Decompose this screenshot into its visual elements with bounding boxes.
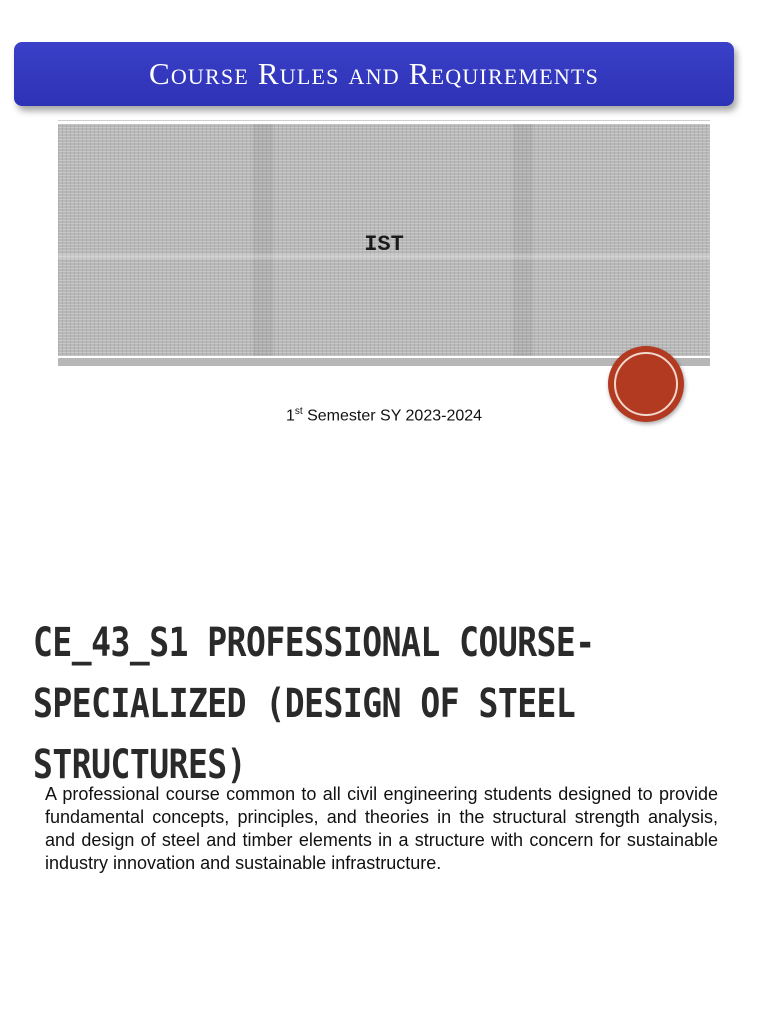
semester-text: Semester SY 2023-2024 [302, 407, 483, 425]
hero-image [58, 120, 710, 368]
semester-label [0, 406, 768, 425]
hero-label: IST [364, 232, 404, 257]
hero-texture [58, 124, 710, 356]
course-title: CE_43_S1 PROFESSIONAL COURSE-SPECIALIZED (DESIGN OF STEEL STRUCTURES) [33, 618, 595, 788]
hero-top-line [58, 120, 710, 121]
semester-ordinal-suffix: st [294, 406, 303, 417]
course-description: A professional course common to all civil engineering students designed to provide fundamental concepts, principles, and theories in the structural strength analysis, and design of steel and timber elements in a structure with concern for sustainable industry innovation and sustainable infrastructure. [45, 784, 718, 873]
semester-ordinal: 1 [285, 407, 295, 425]
slide-title: Course Rules and Requirements [148, 56, 600, 91]
title-banner [14, 42, 734, 106]
